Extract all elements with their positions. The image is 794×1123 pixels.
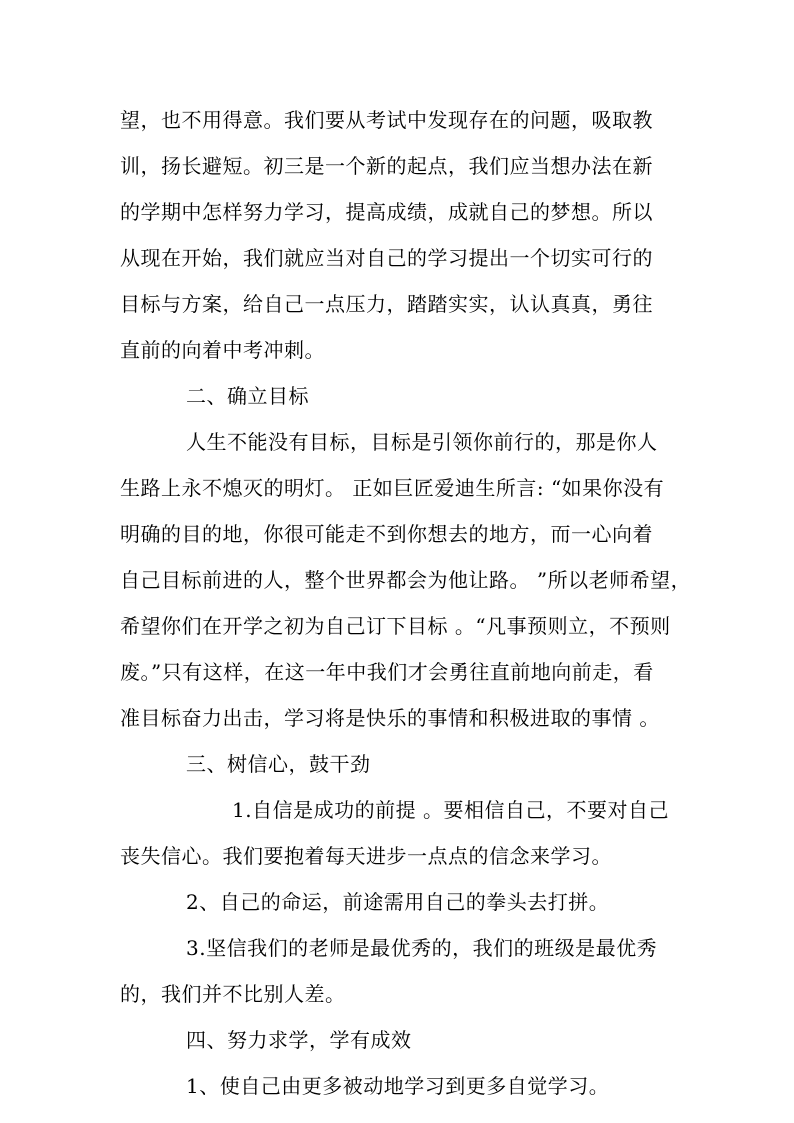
paragraph-line: 明确的目的地，你很可能走不到你想去的地方，而一心向着 [120, 522, 653, 546]
paragraph-line: 人生不能没有目标，目标是引领你前行的，那是你人 [186, 430, 658, 454]
paragraph-line: 自己目标前进的人，整个世界都会为他让路。 ”所以老师希望， [120, 568, 692, 592]
section-heading: 三、树信心，鼓干劲 [186, 752, 371, 776]
paragraph-line: 从现在开始，我们就应当对自己的学习提出一个切实可行的 [120, 246, 653, 270]
list-item-line: 丧失信心。我们要抱着每天进步一点点的信念来学习。 [120, 844, 612, 868]
list-item-line: 的，我们并不比别人差。 [120, 982, 346, 1006]
list-item-line: 1.自信是成功的前提 。要相信自己，不要对自己 [232, 798, 669, 822]
paragraph-line: 望，也不用得意。我们要从考试中发现存在的问题，吸取教 [120, 108, 653, 132]
list-item-line: 3.坚信我们的老师是最优秀的，我们的班级是最优秀 [186, 936, 658, 960]
list-item-line: 2、自己的命运，前途需用自己的拳头去打拼。 [186, 890, 610, 914]
paragraph-line: 生路上永不熄灭的明灯。 正如巨匠爱迪生所言: “如果你没有 [120, 476, 665, 500]
paragraph-line: 废。”只有这样，在这一年中我们才会勇往直前地向前走，看 [120, 660, 654, 684]
paragraph-line: 训，扬长避短。初三是一个新的起点，我们应当想办法在新 [120, 154, 653, 178]
paragraph-line: 希望你们在开学之初为自己订下目标 。“凡事预则立，不预则 [120, 614, 671, 638]
list-item-line: 1、使自己由更多被动地学习到更多自觉学习。 [186, 1074, 610, 1098]
paragraph-line: 直前的向着中考冲刺。 [120, 338, 325, 362]
paragraph-line: 的学期中怎样努力学习，提高成绩，成就自己的梦想。所以 [120, 200, 653, 224]
paragraph-line: 目标与方案，给自己一点压力，踏踏实实，认认真真，勇往 [120, 292, 653, 316]
section-heading: 二、确立目标 [186, 384, 309, 408]
paragraph-line: 准目标奋力出击，学习将是快乐的事情和积极进取的事情 。 [120, 706, 660, 730]
section-heading: 四、努力求学，学有成效 [186, 1028, 412, 1052]
